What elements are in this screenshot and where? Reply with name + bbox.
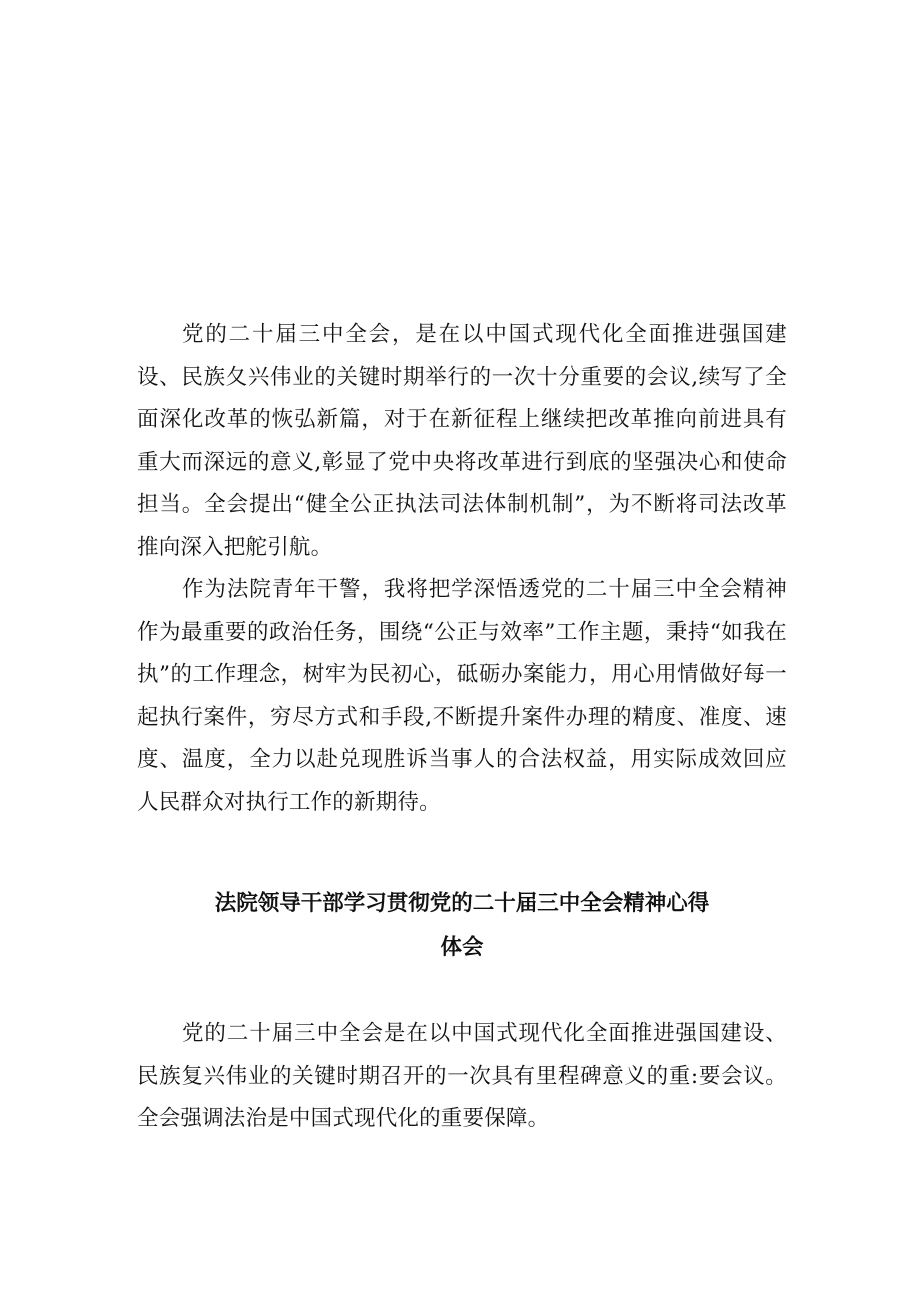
- paragraph: 党的二十届三中全会，是在以中国式现代化全面推进强国建设、民族夂兴伟业的关键时期举行的一次十分重要的会议,续写了全面深化改革的恢弘新篇，对于在新征程上继续把改革推向前进具有重大而深远的意义,彰显了党中央将改革进行到底的坚强决心和使命担当。全会提出“健全公正执法司法体制机制”，为不断将司法改革推向深入把舵引航。: [137, 322, 787, 560]
- paragraph: 党的二十届三中全会是在以中国式现代化全面推进强国建设、民族复兴伟业的关键时期召开的一次具有里程碑意义的重:要会议。全会强调法治是中国式现代化的重要保障。: [137, 1021, 787, 1131]
- section-2: [137, 1013, 787, 1141]
- section-heading: [137, 882, 787, 970]
- heading-line-1: 法院领导干部学习贯彻党的二十届三中全会精神心得: [214, 891, 710, 916]
- heading-line-2: 体会: [440, 935, 484, 960]
- section-1: [137, 314, 787, 824]
- paragraph: 作为法院青年干警，我将把学深悟透党的二十届三中全会精神作为最重要的政治任务，围绕“公正与效率”工作主题，秉持“如我在执”的工作理念，树牢为民初心，砥砺办案能力，用心用情做好每一起执行案件，穷尽方式和手段,不断提升案件办理的精度、准度、速度、温度，全力以赴兑现胜诉当事人的合法权益，用实际成效回应人民群众对执行工作的新期待。: [137, 577, 787, 815]
